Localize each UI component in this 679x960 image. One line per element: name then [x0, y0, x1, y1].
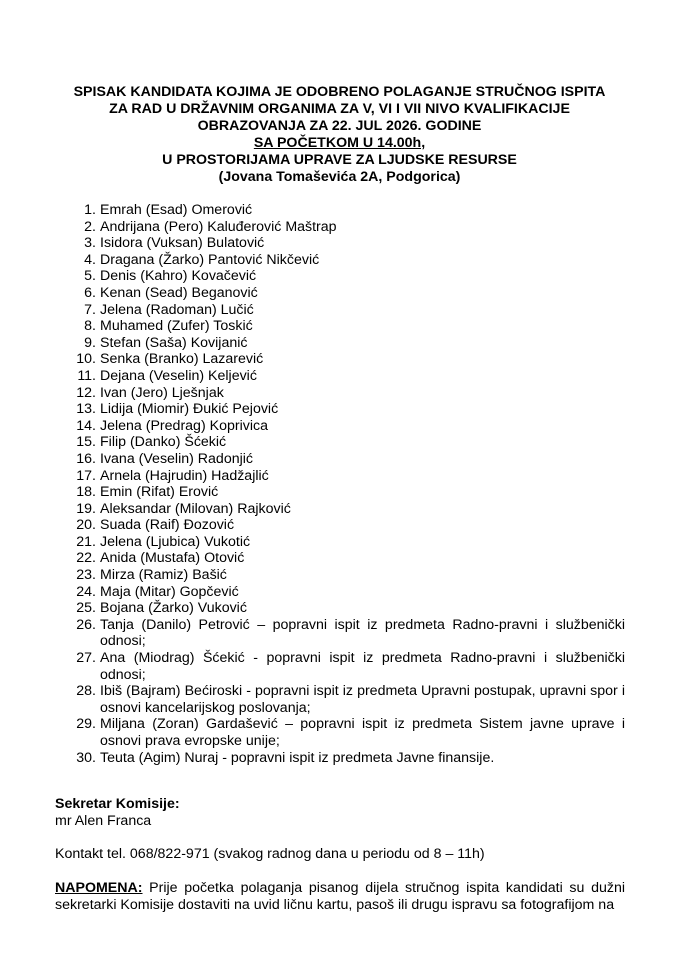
- list-item-number: 1.: [84, 202, 96, 218]
- list-item: [70, 716, 625, 749]
- list-item-number: 13.: [76, 401, 96, 418]
- list-item-text: Ana (Miodrag) Šćekić - popravni ispit iz predmeta Radno-pravni i službenički odnosi;: [100, 650, 625, 683]
- list-item-number: 23.: [76, 567, 96, 584]
- list-item-number: 3.: [84, 235, 96, 252]
- list-item-text: Kenan (Sead) Beganović: [100, 284, 258, 301]
- list-item: [70, 517, 625, 534]
- list-item-text: Mirza (Ramiz) Bašić: [100, 567, 227, 584]
- list-item-number: 19.: [76, 500, 96, 517]
- list-item-text: Anida (Mustafa) Otović: [100, 550, 245, 567]
- list-item-text: Arnela (Hajrudin) Hadžajlić: [100, 467, 269, 484]
- list-item-text: Dragana (Žarko) Pantović Nikčević: [100, 251, 320, 268]
- list-item-number: 9.: [84, 334, 96, 351]
- list-item: [70, 600, 625, 617]
- list-item-text: Maja (Mitar) Gopčević: [100, 583, 239, 600]
- list-item-text: Stefan (Saša) Kovijanić: [100, 334, 248, 351]
- list-item-number: 4.: [84, 251, 96, 268]
- note-paragraph: [55, 880, 625, 914]
- list-item: [70, 235, 625, 252]
- secretary-label: Sekretar Komisije:: [55, 796, 180, 812]
- list-item: [70, 219, 625, 236]
- list-item-number: 20.: [76, 517, 96, 534]
- list-item-number: 16.: [76, 450, 96, 467]
- header-line-3: OBRAZOVANJA ZA 22. JUL 2026. GODINE: [197, 118, 482, 134]
- list-item-number: 10.: [76, 351, 96, 368]
- list-item-text: Miljana (Zoran) Gardašević – popravni ispit iz predmeta Sistem javne uprave i osnovi prava evropske unije;: [100, 716, 625, 749]
- header-line-5: U PROSTORIJAMA UPRAVE ZA LJUDSKE RESURSE: [162, 152, 517, 168]
- list-item-text: Lidija (Miomir) Đukić Pejović: [100, 401, 279, 418]
- header-line-1: SPISAK KANDIDATA KOJIMA JE ODOBRENO POLAGANJE STRUČNOG ISPITA: [73, 84, 606, 100]
- list-item: [70, 650, 625, 683]
- list-item-number: 30.: [76, 749, 96, 766]
- list-item: [70, 484, 625, 501]
- list-item-text: Ivana (Veselin) Radonjić: [100, 450, 253, 467]
- list-item-number: 24.: [76, 583, 96, 600]
- list-item-number: 29.: [76, 716, 96, 733]
- list-item-number: 17.: [76, 467, 96, 484]
- list-item-text: Emin (Rifat) Erović: [100, 484, 219, 501]
- list-item-text: Isidora (Vuksan) Bulatović: [100, 235, 265, 252]
- secretary-block: [55, 796, 180, 830]
- list-item: [70, 451, 625, 468]
- list-item: [70, 418, 625, 435]
- header-line-4: SA POČETKOM U 14.00h,: [253, 135, 426, 151]
- document-header: [0, 84, 679, 186]
- list-item-number: 2.: [84, 218, 96, 235]
- list-item: [70, 268, 625, 285]
- list-item-text: Filip (Danko) Šćekić: [100, 434, 227, 451]
- note-text: Prije početka polaganja pisanog dijela stručnog ispita kandidati su dužni sekretarki Komisije dostaviti na uvid ličnu kartu, pasoš ili drugu ispravu sa fotografijom na: [55, 880, 625, 913]
- list-item-text: Bojana (Žarko) Vuković: [100, 600, 247, 617]
- list-item: [70, 285, 625, 302]
- list-item: [70, 567, 625, 584]
- list-item: [70, 252, 625, 269]
- list-item-text: Senka (Branko) Lazarević: [100, 351, 264, 368]
- list-item-text: Jelena (Radoman) Lučić: [100, 301, 254, 318]
- candidate-list: [70, 202, 625, 766]
- list-item-text: Muhamed (Zufer) Toskić: [100, 318, 253, 335]
- list-item: [70, 750, 625, 767]
- contact-line: Kontakt tel. 068/822-971 (svakog radnog dana u periodu od 8 – 11h): [55, 846, 485, 862]
- list-item: [70, 401, 625, 418]
- list-item-text: Jelena (Predrag) Koprivica: [100, 417, 268, 434]
- list-item-text: Andrijana (Pero) Kaluđerović Maštrap: [100, 218, 337, 235]
- list-item: [70, 434, 625, 451]
- list-item-text: Teuta (Agim) Nuraj - popravni ispit iz predmeta Javne finansije.: [100, 749, 495, 766]
- list-item-number: 14.: [76, 417, 96, 434]
- header-line-2: ZA RAD U DRŽAVNIM ORGANIMA ZA V, VI I VII NIVO KVALIFIKACIJE: [109, 101, 570, 117]
- list-item-number: 25.: [76, 600, 96, 617]
- list-item: [70, 584, 625, 601]
- list-item-number: 7.: [84, 301, 96, 318]
- list-item-text: Denis (Kahro) Kovačević: [100, 268, 257, 285]
- list-item: [70, 617, 625, 650]
- list-item-text: Jelena (Ljubica) Vukotić: [100, 533, 251, 550]
- list-item: [70, 468, 625, 485]
- list-item: [70, 368, 625, 385]
- list-item-number: 6.: [84, 284, 96, 301]
- list-item-number: 15.: [76, 434, 96, 451]
- list-item: [70, 683, 625, 716]
- list-item-number: 26.: [76, 616, 96, 633]
- list-item: [70, 385, 625, 402]
- list-item-text: Tanja (Danilo) Petrović – popravni ispit iz predmeta Radno-pravni i službenički odnosi;: [100, 616, 625, 650]
- list-item: [70, 501, 625, 518]
- list-item-number: 5.: [84, 268, 96, 285]
- list-item-number: 11.: [77, 367, 96, 384]
- list-item-text: Dejana (Veselin) Keljević: [100, 367, 257, 384]
- list-item: [70, 302, 625, 319]
- list-item-text: Suada (Raif) Đozović: [100, 517, 235, 534]
- list-item-number: 18.: [76, 484, 96, 501]
- list-item: [70, 534, 625, 551]
- list-item: [70, 335, 625, 352]
- secretary-name: mr Alen Franca: [55, 813, 152, 829]
- list-item-text: Ivan (Jero) Lješnjak: [100, 384, 224, 401]
- note-label: NAPOMENA:: [55, 880, 143, 896]
- header-line-6: (Jovana Tomaševića 2A, Podgorica): [218, 169, 461, 185]
- list-item-text: Aleksandar (Milovan) Rajković: [100, 500, 291, 517]
- list-item-number: 22.: [76, 550, 96, 567]
- list-item-text: Ibiš (Bajram) Bećiroski - popravni ispit iz predmeta Upravni postupak, upravni spor i osnovi kancelarijskog poslovanja;: [100, 683, 625, 716]
- list-item-number: 12.: [76, 384, 96, 401]
- list-item-number: 27.: [76, 650, 96, 667]
- list-item-text: Emrah (Esad) Omerović: [100, 202, 253, 218]
- list-item-number: 28.: [76, 683, 96, 700]
- list-item: [70, 318, 625, 335]
- list-item: [70, 351, 625, 368]
- list-item: [70, 202, 625, 219]
- list-item: [70, 550, 625, 567]
- list-item-number: 8.: [84, 318, 96, 335]
- list-item-number: 21.: [76, 533, 96, 550]
